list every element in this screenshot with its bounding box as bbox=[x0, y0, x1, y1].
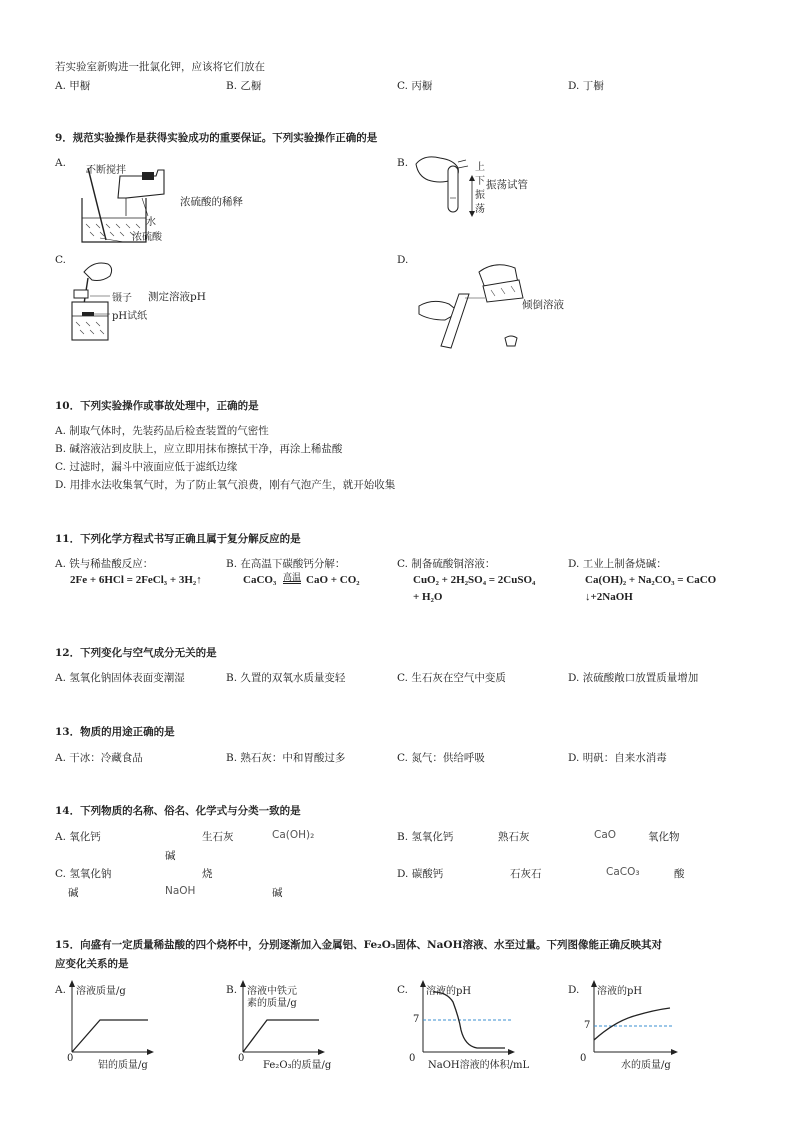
q14-b-name: B. 氢氧化钙 bbox=[397, 831, 454, 843]
q9-b-letter: B. bbox=[397, 157, 409, 169]
q14-b-common: 熟石灰 bbox=[498, 831, 530, 843]
q14-d-class: 酸 bbox=[674, 868, 685, 880]
q13-option-b: B. 熟石灰：中和胃酸过多 bbox=[226, 752, 346, 764]
chart-b-origin: 0 bbox=[238, 1053, 245, 1064]
question-11-stem: 11．下列化学方程式书写正确且属于复分解反应的是 bbox=[55, 533, 301, 545]
chart-c-ylabel: 溶液的pH bbox=[426, 986, 472, 997]
chart-b-ylabel-1: 溶液中铁元 bbox=[247, 986, 297, 997]
q9-d-letter: D. bbox=[397, 254, 409, 266]
label-water: 水 bbox=[146, 217, 156, 228]
q11-d-equation-cont: ↓+2NaOH bbox=[585, 591, 633, 603]
q10-option-b: B. 碱溶液沾到皮肤上，应立即用抹布擦拭干净，再涂上稀盐酸 bbox=[55, 443, 343, 455]
q10-option-a: A. 制取气体时，先装药品后检查装置的气密性 bbox=[55, 425, 269, 437]
q13-option-a: A. 干冰：冷藏食品 bbox=[55, 752, 143, 764]
question-15-stem-cont: 应变化关系的是 bbox=[55, 958, 129, 970]
chart-c-xlabel: NaOH溶液的体积/mL bbox=[428, 1060, 530, 1071]
caption-d: 倾倒溶液 bbox=[522, 299, 564, 311]
label-down: 下 bbox=[475, 176, 485, 187]
q14-c-formula: NaOH bbox=[165, 885, 196, 897]
q12-option-a: A. 氢氧化钠固体表面变潮湿 bbox=[55, 672, 185, 684]
question-10-stem: 10．下列实验操作或事故处理中，正确的是 bbox=[55, 400, 259, 412]
q11-a-equation: 2Fe + 6HCl = 2FeCl₃ + 3H₂↑ bbox=[70, 574, 202, 586]
q14-b-class: 氧化物 bbox=[648, 831, 680, 843]
q13-option-d: D. 明矾：自来水消毒 bbox=[568, 752, 667, 764]
question-9-stem: 9．规范实验操作是获得实验成功的重要保证。下列实验操作正确的是 bbox=[55, 132, 378, 144]
chart-d-origin: 0 bbox=[580, 1053, 587, 1064]
q12-option-c: C. 生石灰在空气中变质 bbox=[397, 672, 506, 684]
label-shake2: 荡 bbox=[475, 204, 485, 215]
chart-d-ylabel: 溶液的pH bbox=[597, 986, 643, 997]
q10-option-d: D. 用排水法收集氧气时，为了防止氧气浪费，刚有气泡产生，就开始收集 bbox=[55, 479, 396, 491]
q14-d-formula: CaCO₃ bbox=[606, 866, 640, 878]
option-b: B. 乙橱 bbox=[226, 80, 262, 92]
q14-a-class: 碱 bbox=[165, 850, 176, 862]
q11-a-label: A. 铁与稀盐酸反应： bbox=[55, 558, 154, 570]
q11-b-label: B. 在高温下碳酸钙分解： bbox=[226, 558, 346, 570]
question-12-stem: 12．下列变化与空气成分无关的是 bbox=[55, 647, 217, 659]
chart-d-xlabel: 水的质量/g bbox=[621, 1060, 671, 1071]
q14-a-formula: Ca(OH)₂ bbox=[272, 829, 315, 841]
chart-d-curve bbox=[594, 1008, 670, 1040]
q10-option-c: C. 过滤时，漏斗中液面应低于滤纸边缘 bbox=[55, 461, 238, 473]
label-tweezers: 镊子 bbox=[112, 293, 132, 304]
chart-d-ref-label: 7 bbox=[584, 1020, 591, 1031]
option-a: A. 甲橱 bbox=[55, 80, 91, 92]
label-acid: 浓硫酸 bbox=[132, 232, 162, 243]
chart-b-line bbox=[243, 1020, 319, 1052]
chart-a-xlabel: 铝的质量/g bbox=[98, 1060, 148, 1071]
q14-d-name: D. 碳酸钙 bbox=[397, 868, 444, 880]
option-c: C. 丙橱 bbox=[397, 80, 433, 92]
q14-c-common: 烧 bbox=[202, 868, 213, 880]
q14-a-common: 生石灰 bbox=[202, 831, 234, 843]
q14-d-common: 石灰石 bbox=[510, 868, 542, 880]
caption-c: 测定溶液pH bbox=[148, 291, 206, 303]
chart-a-letter: A. bbox=[55, 984, 66, 996]
q11-b-eq-left: CaCO₃ bbox=[243, 574, 277, 586]
question-15-stem: 15．向盛有一定质量稀盐酸的四个烧杯中，分别逐渐加入金属铝、Fe₂O₃固体、NaOH溶液、水至过量。下列图像能正确反映其对 bbox=[55, 939, 662, 951]
chart-c-ref-label: 7 bbox=[413, 1014, 420, 1025]
q12-option-d: D. 浓硫酸敞口放置质量增加 bbox=[568, 672, 699, 684]
chart-a-ylabel: 溶液质量/g bbox=[76, 986, 126, 997]
label-shake1: 振 bbox=[475, 190, 485, 201]
q14-b-formula: CaO bbox=[594, 829, 617, 841]
caption-a: 浓硫酸的稀释 bbox=[180, 196, 243, 208]
q11-c-equation-cont: + H₂O bbox=[413, 591, 443, 603]
q14-c-name: C. 氢氧化钠 bbox=[55, 868, 112, 880]
intro-text: 若实验室新购进一批氯化钾，应该将它们放在 bbox=[55, 61, 265, 73]
q12-option-b: B. 久置的双氧水质量变轻 bbox=[226, 672, 346, 684]
q11-b-eq-right: CaO + CO₂ bbox=[306, 574, 360, 586]
q11-b-condition: 高温 bbox=[283, 573, 302, 583]
option-d: D. 丁橱 bbox=[568, 80, 604, 92]
question-14-stem: 14．下列物质的名称、俗名、化学式与分类一致的是 bbox=[55, 805, 301, 817]
q11-c-equation: CuO₂ + 2H₂SO₄ = 2CuSO₄ bbox=[413, 574, 536, 586]
chart-a-origin: 0 bbox=[67, 1053, 74, 1064]
caption-b: 振荡试管 bbox=[486, 179, 528, 191]
q9-c-letter: C. bbox=[55, 254, 66, 266]
q11-d-equation: Ca(OH)₂ + Na₂CO₃ = CaCO bbox=[585, 574, 717, 586]
chart-b-xlabel: Fe₂O₃的质量/g bbox=[263, 1060, 332, 1071]
q11-c-label: C. 制备硫酸铜溶液： bbox=[397, 558, 496, 570]
chart-a-line bbox=[72, 1020, 148, 1052]
label-up: 上 bbox=[475, 162, 485, 173]
ph-test-illustration bbox=[60, 254, 150, 346]
chart-b-ylabel-2: 素的质量/g bbox=[247, 998, 297, 1009]
q9-a-letter: A. bbox=[55, 157, 66, 169]
chart-c-letter: C. bbox=[397, 984, 408, 996]
label-stir: 不断搅拌 bbox=[86, 165, 126, 176]
q14-a-name: A. 氧化钙 bbox=[55, 831, 101, 843]
q14-c-class: 碱 bbox=[272, 887, 283, 899]
chart-b-letter: B. bbox=[226, 984, 238, 996]
question-13-stem: 13．物质的用途正确的是 bbox=[55, 726, 175, 738]
q14-c-common-cont: 碱 bbox=[68, 887, 79, 899]
q11-d-label: D. 工业上制备烧碱： bbox=[568, 558, 667, 570]
chart-d-letter: D. bbox=[568, 984, 580, 996]
chart-c-origin: 0 bbox=[409, 1053, 416, 1064]
label-ph-paper: pH试纸 bbox=[112, 311, 148, 322]
q13-option-c: C. 氮气：供给呼吸 bbox=[397, 752, 485, 764]
